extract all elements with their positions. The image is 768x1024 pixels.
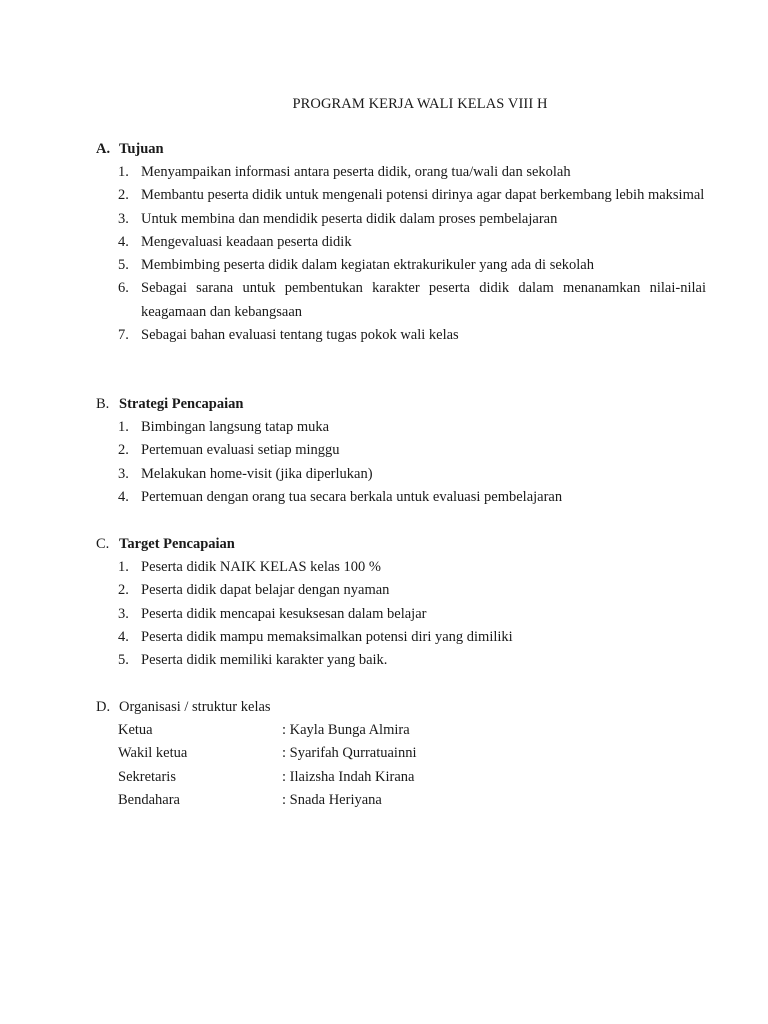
item-number: 3.	[118, 605, 129, 622]
section-letter: D.	[96, 699, 111, 715]
item-text: Sebagai bahan evaluasi tentang tugas pokok wali kelas	[141, 327, 459, 344]
item-text: Menyampaikan informasi antara peserta didik, orang tua/wali dan sekolah	[141, 164, 571, 180]
list-item	[96, 486, 706, 509]
org-row-sekretaris	[96, 766, 706, 789]
strategi-list	[96, 416, 706, 509]
section-title: Tujuan	[119, 141, 164, 157]
org-member-name: : Syarifah Qurratuainni	[282, 745, 417, 762]
item-number: 3.	[118, 465, 129, 482]
item-text: Peserta didik mencapai kesuksesan dalam belajar	[141, 605, 427, 622]
org-role: Sekretaris	[118, 768, 176, 785]
item-text: Peserta didik dapat belajar dengan nyaman	[141, 582, 390, 599]
list-item	[96, 231, 706, 254]
org-member-name: : Ilaizsha Indah Kirana	[282, 768, 415, 785]
org-row-ketua	[96, 719, 706, 742]
item-number: 2.	[118, 187, 129, 204]
list-item	[96, 324, 706, 347]
list-item	[96, 161, 706, 184]
section-letter: A.	[96, 141, 111, 157]
target-list	[96, 556, 706, 672]
item-text: Membantu peserta didik untuk mengenali potensi dirinya agar dapat berkembang lebih maksimal	[141, 187, 705, 204]
item-text: Melakukan home-visit (jika diperlukan)	[141, 465, 373, 482]
item-text: Peserta didik memiliki karakter yang baik.	[141, 652, 388, 669]
item-number: 6.	[118, 280, 129, 297]
item-number: 1.	[118, 164, 129, 180]
org-role: Wakil ketua	[118, 745, 188, 762]
section-heading	[96, 138, 706, 161]
org-role: Ketua	[118, 722, 153, 738]
item-text: Untuk membina dan mendidik peserta didik dalam proses pembelajaran	[141, 210, 558, 227]
org-row-bendahara	[96, 789, 706, 812]
item-number: 5.	[118, 652, 129, 669]
section-organisasi	[96, 696, 706, 812]
list-item	[96, 579, 706, 602]
section-letter: B.	[96, 396, 110, 412]
list-item	[96, 626, 706, 649]
list-item	[96, 463, 706, 486]
section-strategi	[96, 393, 706, 509]
item-number: 7.	[118, 327, 129, 344]
section-heading	[96, 393, 706, 416]
item-number: 2.	[118, 582, 129, 599]
item-number: 1.	[118, 559, 129, 575]
org-member-name: : Snada Heriyana	[282, 791, 382, 808]
list-item	[96, 208, 706, 231]
section-title: Target Pencapaian	[119, 536, 235, 552]
list-item	[96, 439, 706, 462]
org-role: Bendahara	[118, 791, 180, 808]
section-letter: C.	[96, 536, 110, 552]
item-text: Membimbing peserta didik dalam kegiatan ektrakurikuler yang ada di sekolah	[141, 257, 594, 274]
section-title: Strategi Pencapaian	[119, 396, 244, 412]
list-item	[96, 254, 706, 277]
list-item	[96, 556, 706, 579]
section-heading	[96, 533, 706, 556]
item-text: Bimbingan langsung tatap muka	[141, 419, 330, 435]
item-number: 5.	[118, 257, 129, 274]
section-tujuan	[96, 138, 706, 347]
item-number: 2.	[118, 442, 129, 459]
item-text: Peserta didik mampu memaksimalkan potensi diri yang dimiliki	[141, 628, 513, 645]
item-text: Sebagai sarana untuk pembentukan karakter peserta didik dalam menanamkan nilai-nilai keagamaan dan kebangsaan	[141, 280, 706, 320]
item-number: 3.	[118, 210, 129, 227]
section-target	[96, 533, 706, 672]
item-number: 4.	[118, 488, 129, 505]
item-text: Pertemuan evaluasi setiap minggu	[141, 442, 340, 459]
list-item	[96, 649, 706, 672]
section-heading	[96, 696, 706, 719]
list-item	[96, 184, 706, 207]
org-row-wakil-ketua	[96, 742, 706, 765]
item-number: 4.	[118, 628, 129, 645]
item-number: 1.	[118, 419, 129, 435]
item-text: Peserta didik NAIK KELAS kelas 100 %	[141, 559, 382, 575]
section-title: Organisasi / struktur kelas	[119, 699, 271, 715]
item-number: 4.	[118, 233, 129, 250]
org-member-name: : Kayla Bunga Almira	[282, 722, 410, 738]
item-text: Pertemuan dengan orang tua secara berkala untuk evaluasi pembelajaran	[141, 488, 563, 505]
list-item	[96, 416, 706, 439]
document-title: PROGRAM KERJA WALI KELAS VIII H	[292, 96, 548, 112]
tujuan-list	[96, 161, 706, 347]
list-item	[96, 603, 706, 626]
list-item	[96, 277, 706, 324]
item-text: Mengevaluasi keadaan peserta didik	[141, 233, 352, 250]
